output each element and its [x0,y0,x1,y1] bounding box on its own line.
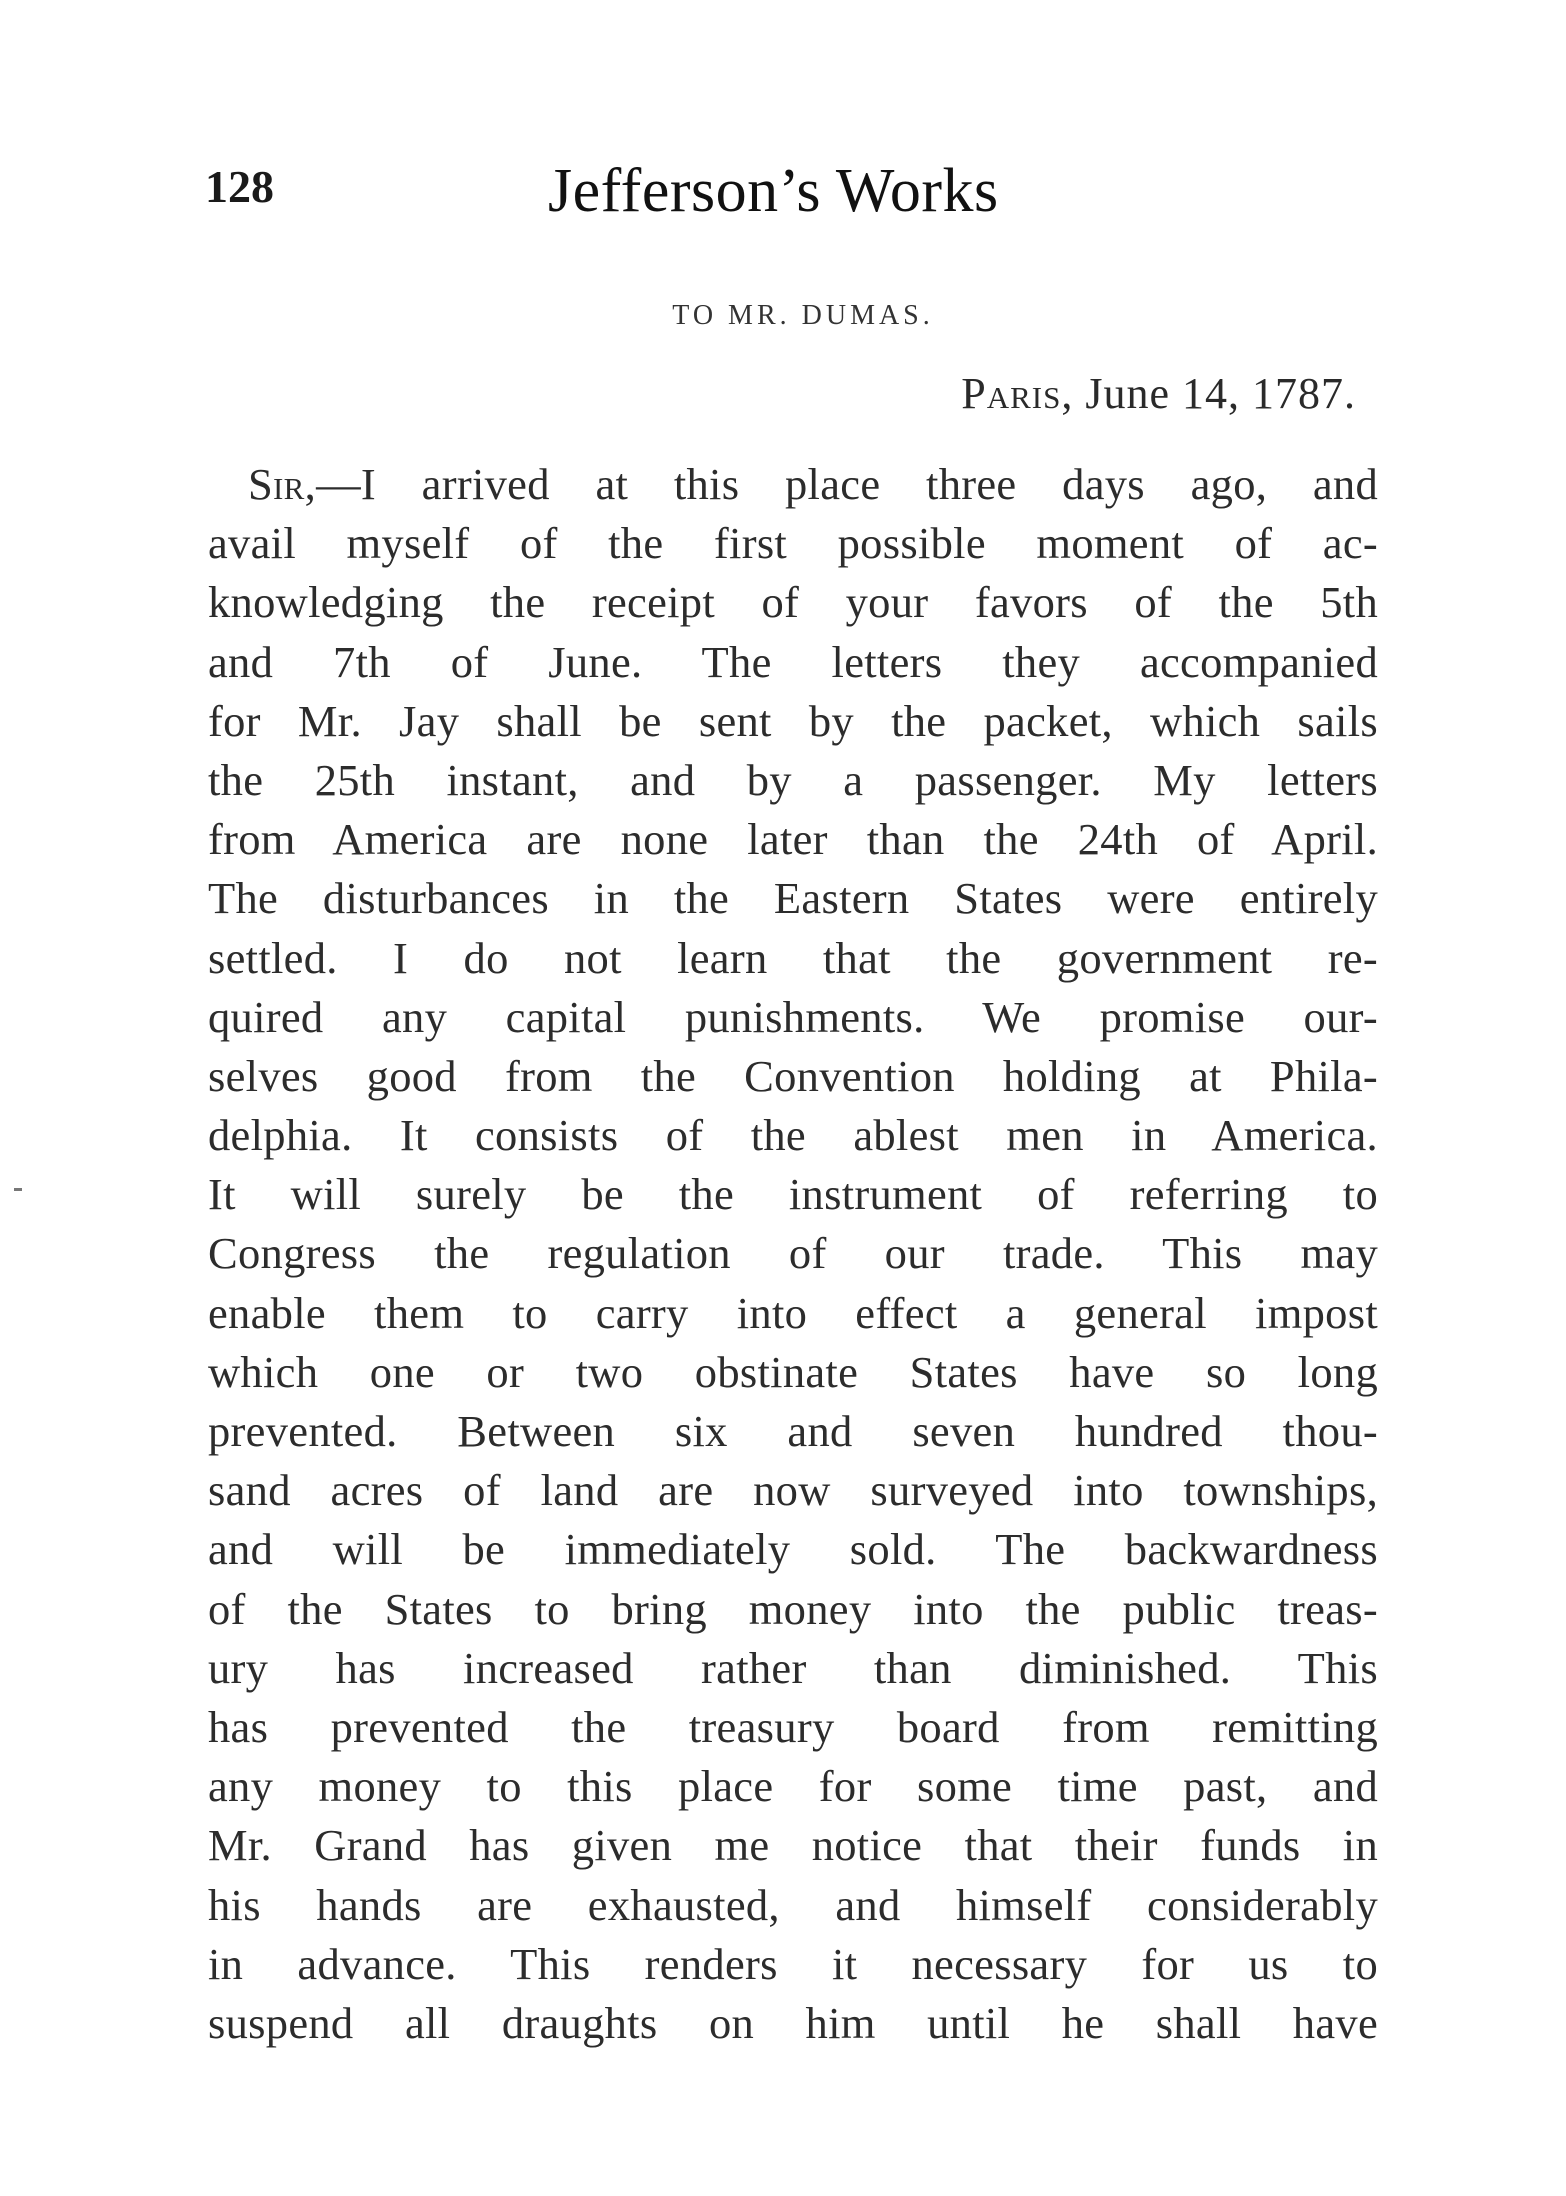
body-line: which one or two obstinate States have so long [208,1346,1378,1397]
body-line: his hands are exhausted, and himself considerably [208,1879,1378,1930]
body-line: and will be immediately sold. The backwardness [208,1524,1378,1575]
body-line: prevented. Between six and seven hundred thou- [208,1406,1378,1456]
body-line: and 7th of June. The letters they accompanied [208,636,1378,687]
running-title: Jefferson’s Works [548,157,999,225]
body-line: selves good from the Convention holding at Phila- [208,1050,1378,1101]
body-line: Congress the regulation of our trade. This may [208,1228,1378,1279]
body-line: The disturbances in the Eastern States were entirely [208,873,1378,924]
dateline-date: June 14, 1787. [1073,369,1356,418]
body-line: suspend all draughts on him until he shall have [208,1997,1378,2048]
body-line: Mr. Grand has given me notice that their funds in [208,1820,1378,1871]
body-line: delphia. It consists of the ablest men in America. [208,1110,1378,1161]
body-line: the 25th instant, and by a passenger. My letters [208,754,1378,805]
body-line: of the States to bring money into the public treas- [208,1583,1378,1634]
body-line: sand acres of land are now surveyed into townships, [208,1465,1378,1516]
body-line: knowledging the receipt of your favors of the 5th [208,577,1378,628]
body-line: any money to this place for some time past, and [208,1761,1378,1812]
page-number: 128 [205,161,274,212]
body-line-text: —I arrived at this place three days ago, and [316,459,1378,509]
running-head [0,157,1566,230]
salutation: Sir, [248,459,317,509]
margin-mark [14,1188,22,1191]
body-line: has prevented the treasury board from remitting [208,1701,1378,1752]
body-line: enable them to carry into effect a general impost [208,1287,1378,1338]
body-line: It will surely be the instrument of referring to [208,1169,1378,1220]
dateline-place: Paris, [961,369,1074,418]
body-line: for Mr. Jay shall be sent by the packet, which sails [208,695,1378,746]
dateline [961,368,1356,419]
body-line: from America are none later than the 24th of April. [208,814,1378,865]
body-line: avail myself of the first possible moment of ac- [208,518,1378,569]
letter-body [208,455,1378,2053]
body-line: quired any capital punishments. We promise our- [208,991,1378,1042]
body-line: ury has increased rather than diminished. This [208,1642,1378,1693]
letter-heading: TO MR. DUMAS. [672,300,934,331]
body-line: settled. I do not learn that the government re- [208,932,1378,983]
body-line: in advance. This renders it necessary for us to [208,1938,1378,1989]
body-line [208,455,1378,514]
